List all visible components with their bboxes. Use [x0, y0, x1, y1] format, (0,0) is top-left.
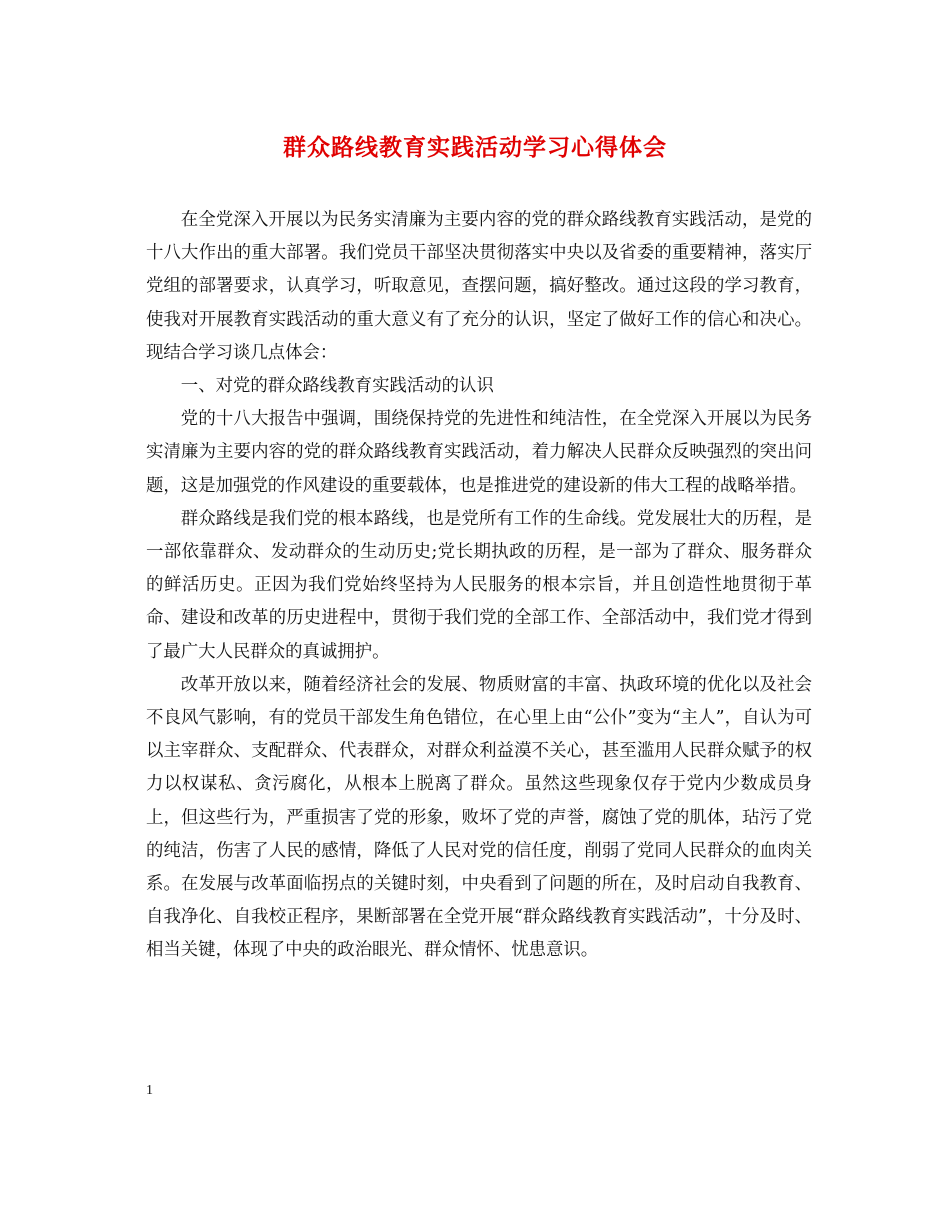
document-title: 群众路线教育实践活动学习心得体会 — [283, 134, 667, 161]
paragraph-reform: 改革开放以来，随着经济社会的发展、物质财富的丰富、执政环境的优化以及社会不良风气影响，有的党员干部发生角色错位，在心里上由“公仆”变为“主人”，自认为可以主宰群众、支配群众、代表群众，对群众利益漠不关心，甚至滥用人民群众赋予的权力以权谋私、贪污腐化，从根本上脱离了群众。虽然这些现象仅存于党内少数成员身上，但这些行为，严重损害了党的形象，败坏了党的声誉，腐蚀了党的肌体，玷污了党的纯洁，伤害了人民的感情，降低了人民对党的信任度，削弱了党同人民群众的血肉关系。在发展与改革面临拐点的关键时刻，中央看到了问题的所在，及时启动自我教育、自我净化、自我校正程序，果断部署在全党开展“群众路线教育实践活动”，十分及时、相当关键，体现了中央的政治眼光、群众情怀、忧患意识。 — [146, 674, 812, 961]
document-body — [146, 204, 812, 968]
page-number: 1 — [146, 1083, 153, 1098]
paragraph-intro: 在全党深入开展以为民务实清廉为主要内容的党的群众路线教育实践活动，是党的十八大作出的重大部署。我们党员干部坚决贯彻落实中央以及省委的重要精神，落实厅党组的部署要求，认真学习，听取意见，查摆问题，搞好整改。通过这段的学习教育，使我对开展教育实践活动的重大意义有了充分的认识，坚定了做好工作的信心和决心。现结合学习谈几点体会： — [146, 210, 812, 363]
paragraph-mass-line: 群众路线是我们党的根本路线，也是党所有工作的生命线。党发展壮大的历程，是一部依靠群众、发动群众的生动历史;党长期执政的历程，是一部为了群众、服务群众的鲜活历史。正因为我们党始终坚持为人民服务的根本宗旨，并且创造性地贯彻于革命、建设和改革的历史进程中，贯彻于我们党的全部工作、全部活动中，我们党才得到了最广大人民群众的真诚拥护。 — [146, 508, 812, 662]
section-heading-1: 一、对党的群众路线教育实践活动的认识 — [180, 376, 494, 397]
paragraph-report: 党的十八大报告中强调，围绕保持党的先进性和纯洁性，在全党深入开展以为民务实清廉为主要内容的党的群众路线教育实践活动，着力解决人民群众反映强烈的突出问题，这是加强党的作风建设的重要载体，也是推进党的建设新的伟大工程的战略举措。 — [146, 409, 812, 496]
